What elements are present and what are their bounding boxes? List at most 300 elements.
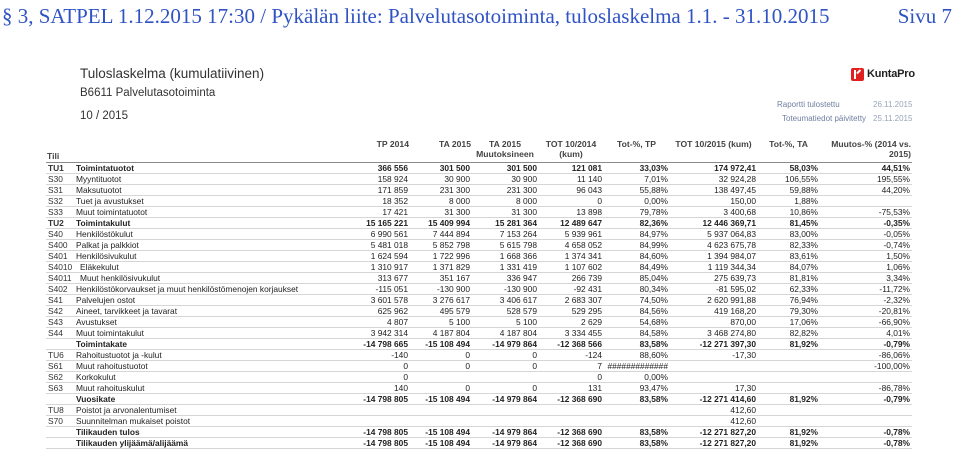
cell-account-code: S402 xyxy=(46,283,74,294)
table-row xyxy=(46,217,912,228)
cell-tot2014: 7 xyxy=(539,360,604,371)
cell-account-name: Tilikauden tulos xyxy=(74,426,344,437)
cell-tot2014: 266 739 xyxy=(539,272,604,283)
cell-tot2014: 13 898 xyxy=(539,206,604,217)
cell-ta2015-muutoksineen: -14 979 864 xyxy=(472,338,539,349)
cell-tot2014: 131 xyxy=(539,382,604,393)
cell-tot-ta: 58,03% xyxy=(758,162,820,173)
cell-tot-ta: 76,94% xyxy=(758,294,820,305)
cell-ta2015: -15 108 494 xyxy=(410,338,472,349)
cell-ta2015-muutoksineen: 15 281 364 xyxy=(472,217,539,228)
cell-account-name: Tilikauden ylijäämä/alijäämä xyxy=(74,437,344,448)
col-header-tot2014 xyxy=(539,137,604,162)
cell-muutos: -75,53% xyxy=(820,206,912,217)
cell-tot2015: 275 639,73 xyxy=(670,272,758,283)
cell-account-name: Eläkekulut xyxy=(74,261,344,272)
cell-tot2014: 2 683 307 xyxy=(539,294,604,305)
cell-ta2015-muutoksineen xyxy=(472,404,539,415)
cell-tot2014: 0 xyxy=(539,371,604,382)
cell-muutos: -0,05% xyxy=(820,228,912,239)
cell-tot2014: 11 140 xyxy=(539,173,604,184)
cell-tot-ta: 106,55% xyxy=(758,173,820,184)
cell-tot2015: 138 497,45 xyxy=(670,184,758,195)
cell-account-name: Muut rahoitustuotot xyxy=(74,360,344,371)
cell-account-name: Toimintakate xyxy=(74,338,344,349)
cell-tot-ta: 81,92% xyxy=(758,393,820,404)
cell-tot-tp: 80,34% xyxy=(604,283,670,294)
cell-muutos: 44,51% xyxy=(820,162,912,173)
cell-tot-ta: 82,33% xyxy=(758,239,820,250)
cell-tot2015: 412,60 xyxy=(670,404,758,415)
cell-tot-ta xyxy=(758,360,820,371)
cell-account-code: S61 xyxy=(46,360,74,371)
cell-tot-tp: 83,58% xyxy=(604,426,670,437)
cell-ta2015-muutoksineen: -14 979 864 xyxy=(472,393,539,404)
cell-tot-tp: 84,60% xyxy=(604,250,670,261)
logo-text: KuntaPro xyxy=(867,68,915,80)
cell-muutos xyxy=(820,371,912,382)
cell-ta2015: 351 167 xyxy=(410,272,472,283)
cell-ta2015-muutoksineen: 8 000 xyxy=(472,195,539,206)
cell-tot2015: -12 271 397,30 xyxy=(670,338,758,349)
cell-tot-ta: 84,07% xyxy=(758,261,820,272)
cell-tot2015: 17,30 xyxy=(670,382,758,393)
table-row xyxy=(46,415,912,426)
report-title: Tuloslaskelma (kumulatiivinen) xyxy=(80,66,265,81)
cell-ta2015: 0 xyxy=(410,360,472,371)
cell-account-code: S4010 xyxy=(48,261,73,272)
cell-tot2014: 3 334 455 xyxy=(539,327,604,338)
table-row xyxy=(46,261,912,272)
cell-account-code: S41 xyxy=(46,294,74,305)
cell-muutos: -100,00% xyxy=(820,360,912,371)
cell-ta2015: -15 108 494 xyxy=(410,426,472,437)
table-row xyxy=(46,184,912,195)
cell-tot-tp: 74,50% xyxy=(604,294,670,305)
cell-tp2014: 4 807 xyxy=(344,316,410,327)
cell-account-name: Korkokulut xyxy=(74,371,344,382)
cell-tp2014: 140 xyxy=(344,382,410,393)
cell-tot2014: -12 368 690 xyxy=(539,393,604,404)
table-row xyxy=(46,305,912,316)
cell-account-name: Muut toimintatuotot xyxy=(74,206,344,217)
cell-tot-tp: 83,58% xyxy=(604,338,670,349)
cell-tot-ta: 81,92% xyxy=(758,338,820,349)
cell-tot-ta xyxy=(758,382,820,393)
income-statement-table-wrap xyxy=(46,137,912,449)
cell-ta2015-muutoksineen: 1 331 419 xyxy=(472,261,539,272)
page-number: Sivu 7 xyxy=(897,4,952,28)
printed-label: Raportti tulostettu xyxy=(777,100,840,109)
cell-account-code: TU6 xyxy=(46,349,74,360)
cell-account-code: S33 xyxy=(46,206,74,217)
table-row xyxy=(46,162,912,173)
cell-tot2015: 419 168,20 xyxy=(670,305,758,316)
cell-tot2015: 12 446 369,71 xyxy=(670,217,758,228)
cell-tot-ta: 83,61% xyxy=(758,250,820,261)
table-row xyxy=(46,338,912,349)
cell-tp2014 xyxy=(344,404,410,415)
col-header-tot-tp: Tot-%, TP xyxy=(617,139,656,149)
cell-ta2015 xyxy=(410,371,472,382)
table-row xyxy=(46,360,912,371)
cell-muutos: -0,35% xyxy=(820,217,912,228)
cell-account-name: Myyntituotot xyxy=(74,173,344,184)
cell-ta2015: 31 300 xyxy=(410,206,472,217)
cell-tot-tp: 84,99% xyxy=(604,239,670,250)
cell-tot2014: 121 081 xyxy=(539,162,604,173)
col-header-tot2014-text: TOT 10/2014 (kum) xyxy=(545,139,597,159)
cell-account-name: Poistot ja arvonalentumiset xyxy=(74,404,344,415)
cell-tot-tp: 83,58% xyxy=(604,393,670,404)
income-statement-table xyxy=(46,137,912,449)
cell-tot2015: 412,60 xyxy=(670,415,758,426)
cell-tot-tp: 54,68% xyxy=(604,316,670,327)
cell-tot2015: -12 271 827,20 xyxy=(670,426,758,437)
cell-tp2014: 0 xyxy=(344,371,410,382)
cell-tot2014: -12 368 690 xyxy=(539,437,604,448)
cell-tot-tp: 84,58% xyxy=(604,327,670,338)
col-header-tp2014: TP 2014 xyxy=(376,139,409,149)
cell-muutos xyxy=(820,195,912,206)
cell-tot2014: 1 374 341 xyxy=(539,250,604,261)
cell-account-code: S70 xyxy=(46,415,74,426)
cell-tot-tp: 85,04% xyxy=(604,272,670,283)
cell-ta2015-muutoksineen: 30 900 xyxy=(472,173,539,184)
cell-ta2015: 231 300 xyxy=(410,184,472,195)
cell-ta2015: 7 444 894 xyxy=(410,228,472,239)
cell-muutos: -0,78% xyxy=(820,437,912,448)
col-header-ta2015-muutoksineen-text: TA 2015 Muutoksineen xyxy=(476,139,534,159)
cell-tp2014: 18 352 xyxy=(344,195,410,206)
cell-tot-ta: 83,00% xyxy=(758,228,820,239)
cell-muutos: -0,79% xyxy=(820,338,912,349)
cell-ta2015-muutoksineen: 0 xyxy=(472,349,539,360)
cell-tp2014: 6 990 561 xyxy=(344,228,410,239)
table-row xyxy=(46,250,912,261)
table-row xyxy=(46,239,912,250)
cell-tp2014: 1 624 594 xyxy=(344,250,410,261)
cell-tot2014: 12 489 647 xyxy=(539,217,604,228)
cell-ta2015: 5 852 798 xyxy=(410,239,472,250)
cell-tot-ta: 1,88% xyxy=(758,195,820,206)
cell-ta2015-muutoksineen: 231 300 xyxy=(472,184,539,195)
cell-account-code: S63 xyxy=(46,382,74,393)
cell-account-code: S4011 xyxy=(46,272,74,283)
cell-ta2015-muutoksineen: 0 xyxy=(472,360,539,371)
cell-muutos: 195,55% xyxy=(820,173,912,184)
cell-account-code: S30 xyxy=(46,173,74,184)
cell-tot-ta xyxy=(758,415,820,426)
cell-tot2014 xyxy=(539,404,604,415)
cell-tp2014: -140 xyxy=(344,349,410,360)
cell-ta2015-muutoksineen: 4 187 804 xyxy=(472,327,539,338)
cell-tp2014: 15 165 221 xyxy=(344,217,410,228)
cell-tot2015 xyxy=(670,360,758,371)
cell-tot2014: 2 629 xyxy=(539,316,604,327)
cell-ta2015-muutoksineen: 301 500 xyxy=(472,162,539,173)
cell-tp2014: 158 924 xyxy=(344,173,410,184)
cell-tot2015: 1 119 344,34 xyxy=(670,261,758,272)
cell-account-code: S31 xyxy=(46,184,74,195)
cell-ta2015-muutoksineen: 336 947 xyxy=(472,272,539,283)
cell-muutos xyxy=(820,415,912,426)
cell-tot-tp: 88,60% xyxy=(604,349,670,360)
kuntapro-logo-icon xyxy=(851,68,864,81)
cell-tot-ta: 17,06% xyxy=(758,316,820,327)
cell-tp2014: 3 601 578 xyxy=(344,294,410,305)
cell-tot-tp: 33,03% xyxy=(604,162,670,173)
kuntapro-logo xyxy=(851,67,915,81)
cell-muutos: -11,72% xyxy=(820,283,912,294)
cell-tp2014: -14 798 665 xyxy=(344,338,410,349)
cell-ta2015: 1 722 996 xyxy=(410,250,472,261)
cell-tot2015: 150,00 xyxy=(670,195,758,206)
cell-account-name: Palvelujen ostot xyxy=(74,294,344,305)
cell-account-code: S62 xyxy=(46,371,74,382)
cell-ta2015 xyxy=(410,415,472,426)
cell-tot-ta: 82,82% xyxy=(758,327,820,338)
cell-tp2014: 0 xyxy=(344,360,410,371)
cell-muutos: -0,74% xyxy=(820,239,912,250)
cell-tot2014: 529 295 xyxy=(539,305,604,316)
cell-tp2014: 313 677 xyxy=(344,272,410,283)
cell-muutos: -20,81% xyxy=(820,305,912,316)
cell-account-name: Muut toimintakulut xyxy=(74,327,344,338)
table-row xyxy=(46,404,912,415)
cell-tot2014: 5 939 961 xyxy=(539,228,604,239)
cell-ta2015-muutoksineen: 0 xyxy=(472,382,539,393)
cell-tot-tp: 84,97% xyxy=(604,228,670,239)
cell-tot2015: 3 468 274,80 xyxy=(670,327,758,338)
cell-ta2015: 0 xyxy=(410,382,472,393)
cell-account-name: Aineet, tarvikkeet ja tavarat xyxy=(74,305,344,316)
cell-account-name: Muut henkilösivukulut xyxy=(74,272,344,283)
cell-account-code: S43 xyxy=(46,316,74,327)
table-row xyxy=(46,437,912,448)
cell-ta2015-muutoksineen: 528 579 xyxy=(472,305,539,316)
table-row xyxy=(46,426,912,437)
cell-ta2015: -15 108 494 xyxy=(410,437,472,448)
cell-muutos: -0,79% xyxy=(820,393,912,404)
report-period: 10 / 2015 xyxy=(80,110,128,122)
cell-account-name: Suunnitelman mukaiset poistot xyxy=(74,415,344,426)
cell-account-name: Muut rahoituskulut xyxy=(74,382,344,393)
table-header-row xyxy=(46,137,912,162)
cell-tp2014: -14 798 805 xyxy=(344,426,410,437)
cell-tot2015: 174 972,41 xyxy=(670,162,758,173)
cell-muutos xyxy=(820,404,912,415)
cell-ta2015: -15 108 494 xyxy=(410,393,472,404)
col-header-tot2015-text: TOT 10/2015 (kum) xyxy=(675,139,752,149)
table-row xyxy=(46,327,912,338)
cell-account-name: Vuosikate xyxy=(74,393,344,404)
cell-account-code: S40 xyxy=(46,228,74,239)
table-row xyxy=(46,283,912,294)
cell-account-name: Toimintatuotot xyxy=(74,162,344,173)
cell-tot2014: 0 xyxy=(539,195,604,206)
cell-ta2015-muutoksineen: 3 406 617 xyxy=(472,294,539,305)
cell-account-code: S32 xyxy=(46,195,74,206)
cell-tp2014: 171 859 xyxy=(344,184,410,195)
cell-ta2015: 495 579 xyxy=(410,305,472,316)
cell-account-code: TU1 xyxy=(46,162,74,173)
cell-ta2015-muutoksineen: -130 900 xyxy=(472,283,539,294)
cell-tot-ta xyxy=(758,371,820,382)
cell-tot-tp: 83,58% xyxy=(604,437,670,448)
cell-muutos: 3,34% xyxy=(820,272,912,283)
cell-tp2014: -14 798 805 xyxy=(344,437,410,448)
cell-tot-ta xyxy=(758,349,820,360)
cell-tot-tp: 79,78% xyxy=(604,206,670,217)
col-header-tot-ta: Tot-%, TA xyxy=(769,139,808,149)
cell-tp2014: 3 942 314 xyxy=(344,327,410,338)
cell-tot-ta: 81,45% xyxy=(758,217,820,228)
cell-tot-ta: 79,30% xyxy=(758,305,820,316)
col-header-ta2015: TA 2015 xyxy=(438,139,471,149)
cell-ta2015-muutoksineen: -14 979 864 xyxy=(472,426,539,437)
cell-ta2015: 0 xyxy=(410,349,472,360)
cell-ta2015: 5 100 xyxy=(410,316,472,327)
cell-muutos: -0,78% xyxy=(820,426,912,437)
col-header-ta2015-muutoksineen xyxy=(472,137,539,162)
cell-account-name: Henkilösivukulut xyxy=(74,250,344,261)
cell-muutos: -66,90% xyxy=(820,316,912,327)
cell-tot-ta: 81,92% xyxy=(758,426,820,437)
col-header-tili: Tili xyxy=(47,150,60,161)
cell-tp2014 xyxy=(344,415,410,426)
cell-tp2014: 5 481 018 xyxy=(344,239,410,250)
cell-tot2014 xyxy=(539,415,604,426)
cell-account-name: Palkat ja palkkiot xyxy=(74,239,344,250)
cell-tot-ta: 81,81% xyxy=(758,272,820,283)
cell-ta2015: 15 409 994 xyxy=(410,217,472,228)
cell-tp2014: 366 556 xyxy=(344,162,410,173)
cell-tot-tp: 82,36% xyxy=(604,217,670,228)
cell-muutos: 1,50% xyxy=(820,250,912,261)
cell-ta2015: 4 187 804 xyxy=(410,327,472,338)
table-row xyxy=(46,272,912,283)
cell-ta2015-muutoksineen: 5 100 xyxy=(472,316,539,327)
table-row xyxy=(46,382,912,393)
cell-tp2014: 17 421 xyxy=(344,206,410,217)
cell-account-name: Henkilöstökorvaukset ja muut henkilöstömenojen korjaukset xyxy=(74,283,344,294)
cell-tot-tp xyxy=(604,404,670,415)
cell-ta2015-muutoksineen: 1 668 366 xyxy=(472,250,539,261)
page-header xyxy=(0,0,960,36)
updated-value: 25.11.2015 xyxy=(873,114,913,123)
cell-account-code xyxy=(46,426,74,437)
cell-tot-ta: 10,86% xyxy=(758,206,820,217)
cell-ta2015: 1 371 829 xyxy=(410,261,472,272)
cell-tot2015: 1 394 984,07 xyxy=(670,250,758,261)
cell-account-code: S401 xyxy=(46,250,74,261)
cell-tot2015: 32 924,28 xyxy=(670,173,758,184)
updated-label: Toteumatiedot päivitetty xyxy=(782,114,867,123)
cell-tot-tp: 55,88% xyxy=(604,184,670,195)
cell-account-code xyxy=(46,338,74,349)
cell-ta2015-muutoksineen: 7 153 264 xyxy=(472,228,539,239)
table-row xyxy=(46,206,912,217)
table-body xyxy=(46,162,912,448)
cell-tot-tp: 84,56% xyxy=(604,305,670,316)
cell-ta2015: 3 276 617 xyxy=(410,294,472,305)
cell-tot2015: -12 271 414,60 xyxy=(670,393,758,404)
cell-tot2015: -81 595,02 xyxy=(670,283,758,294)
cell-account-name: Avustukset xyxy=(74,316,344,327)
cell-muutos: 4,01% xyxy=(820,327,912,338)
cell-account-code: S42 xyxy=(46,305,74,316)
cell-ta2015-muutoksineen: 5 615 798 xyxy=(472,239,539,250)
cell-ta2015-muutoksineen xyxy=(472,371,539,382)
cell-tot2015: -17,30 xyxy=(670,349,758,360)
col-header-muutos-text: Muutos-% (2014 vs. 2015) xyxy=(831,139,911,159)
table-row xyxy=(46,316,912,327)
table-row xyxy=(46,228,912,239)
cell-tot2015: 2 620 991,88 xyxy=(670,294,758,305)
cell-tot-ta: 81,92% xyxy=(758,437,820,448)
cell-account-code: S400 xyxy=(46,239,74,250)
cell-account-code: TU2 xyxy=(46,217,74,228)
cell-tot2015: 3 400,68 xyxy=(670,206,758,217)
cell-tot2015: 4 623 675,78 xyxy=(670,239,758,250)
cell-tot-ta xyxy=(758,404,820,415)
cell-tot2015: -12 271 827,20 xyxy=(670,437,758,448)
cell-tot2014: 4 658 052 xyxy=(539,239,604,250)
report-unit: B6611 Palvelutasotoiminta xyxy=(80,87,216,99)
col-header-muutos xyxy=(820,137,912,162)
cell-account-code: TU8 xyxy=(46,404,74,415)
cell-account-code xyxy=(46,393,74,404)
cell-tot-tp: ############# xyxy=(604,360,670,371)
table-row xyxy=(46,195,912,206)
cell-tot2014: 96 043 xyxy=(539,184,604,195)
cell-tot2014: -92 431 xyxy=(539,283,604,294)
cell-tp2014: -14 798 805 xyxy=(344,393,410,404)
cell-tp2014: 625 962 xyxy=(344,305,410,316)
cell-tot2014: 1 107 602 xyxy=(539,261,604,272)
cell-account-name: Henkilöstökulut xyxy=(74,228,344,239)
cell-tot-ta: 59,88% xyxy=(758,184,820,195)
cell-tot2014: -12 368 566 xyxy=(539,338,604,349)
cell-tot-tp: 7,01% xyxy=(604,173,670,184)
cell-account-name: Rahoitustuotot ja -kulut xyxy=(74,349,344,360)
header-title: § 3, SATPEL 1.12.2015 17:30 / Pykälän liite: Palvelutasotoiminta, tuloslaskelma 1.1. - 31.10.2015 xyxy=(2,4,830,28)
col-header-tot2015 xyxy=(670,137,758,162)
cell-tp2014: 1 310 917 xyxy=(344,261,410,272)
table-row xyxy=(46,393,912,404)
cell-muutos: -2,32% xyxy=(820,294,912,305)
cell-tot2015 xyxy=(670,371,758,382)
cell-ta2015-muutoksineen: 31 300 xyxy=(472,206,539,217)
cell-account-code xyxy=(46,437,74,448)
cell-ta2015-muutoksineen xyxy=(472,415,539,426)
cell-muutos: -86,06% xyxy=(820,349,912,360)
cell-tot-ta: 62,33% xyxy=(758,283,820,294)
cell-ta2015-muutoksineen: -14 979 864 xyxy=(472,437,539,448)
cell-tp2014: -115 051 xyxy=(344,283,410,294)
cell-tot-tp: 0,00% xyxy=(604,371,670,382)
cell-tot-tp: 0,00% xyxy=(604,195,670,206)
cell-tot-tp: 84,49% xyxy=(604,261,670,272)
cell-tot2015: 5 937 064,83 xyxy=(670,228,758,239)
table-row xyxy=(46,173,912,184)
cell-account-name: Toimintakulut xyxy=(74,217,344,228)
cell-ta2015: 8 000 xyxy=(410,195,472,206)
table-row xyxy=(46,349,912,360)
cell-account-code: S44 xyxy=(46,327,74,338)
cell-muutos: 1,06% xyxy=(820,261,912,272)
